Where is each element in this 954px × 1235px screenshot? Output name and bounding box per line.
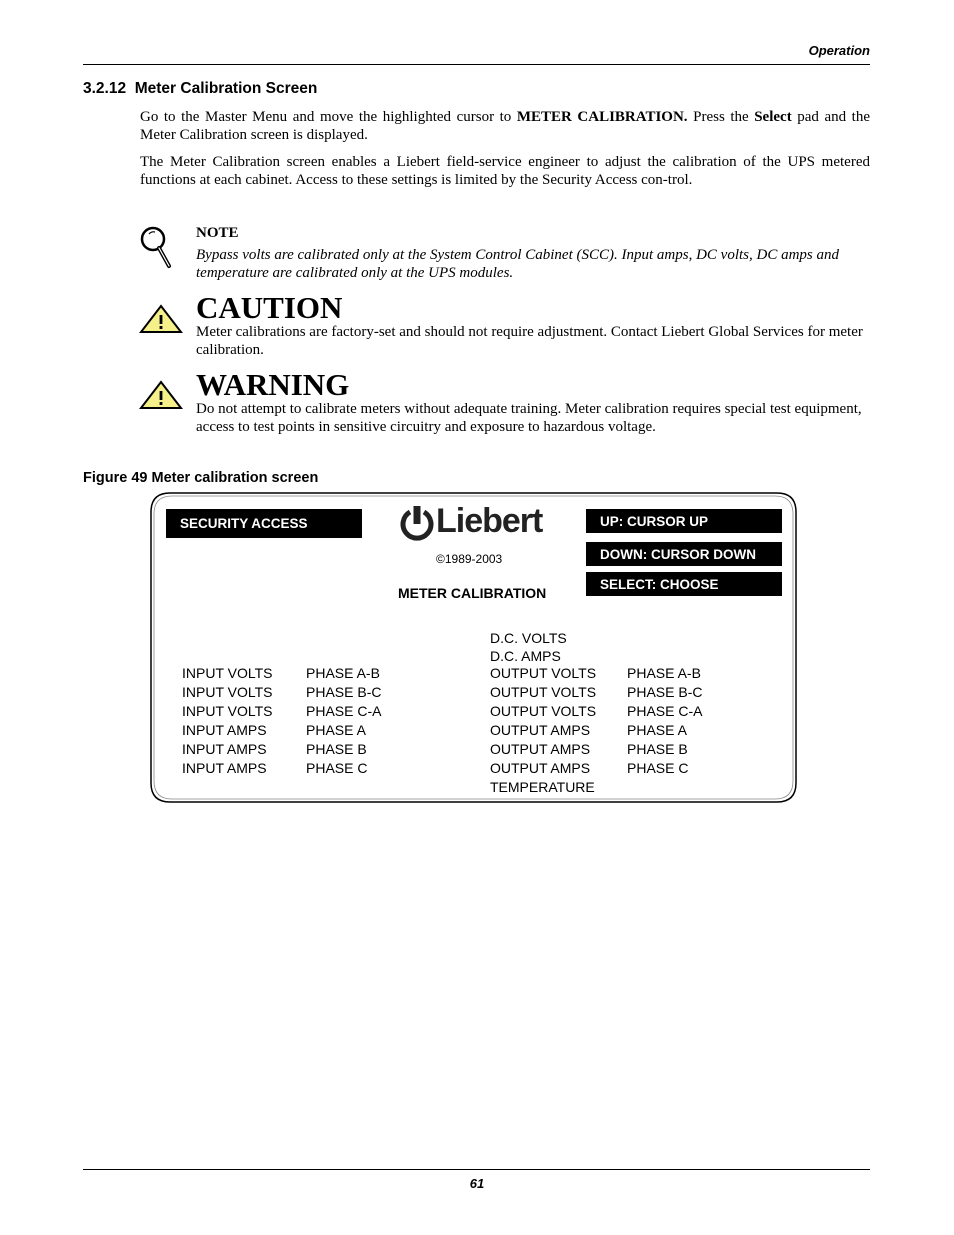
menu-item-output[interactable]: OUTPUT VOLTS bbox=[490, 665, 597, 681]
menu-item-input[interactable]: INPUT AMPS bbox=[182, 760, 267, 776]
menu-item-input[interactable]: INPUT AMPS bbox=[182, 741, 267, 757]
menu-item-input[interactable]: INPUT VOLTS bbox=[182, 665, 273, 681]
key-hint-down[interactable]: DOWN: CURSOR DOWN bbox=[586, 542, 782, 566]
note-label: NOTE bbox=[196, 225, 239, 241]
menu-item-dc-amps[interactable]: D.C. AMPS bbox=[490, 648, 561, 664]
key-hint-select[interactable]: SELECT: CHOOSE bbox=[586, 572, 782, 596]
p1-text-a: Go to the Master Menu and move the highlighted cursor to bbox=[140, 109, 517, 125]
paragraph-description: The Meter Calibration screen enables a Liebert field-service engineer to adjust the calibration of the UPS metered functions at each cabinet. Access to these settings is limited by the Security Access con-trol. bbox=[140, 154, 870, 188]
running-header: Operation bbox=[808, 43, 870, 58]
menu-item-output[interactable]: OUTPUT AMPS bbox=[490, 760, 591, 776]
caution-triangle-icon bbox=[139, 304, 183, 334]
section-number: 3.2.12 bbox=[83, 80, 127, 97]
magnifier-icon bbox=[138, 226, 174, 270]
menu-item-output[interactable]: OUTPUT AMPS bbox=[490, 722, 591, 738]
security-access-button[interactable]: SECURITY ACCESS bbox=[166, 509, 362, 538]
output-phase-label: PHASE A bbox=[627, 722, 687, 738]
input-phase-label: PHASE B-C bbox=[306, 684, 382, 700]
input-phase-list bbox=[306, 664, 381, 778]
input-name-list bbox=[182, 664, 273, 778]
section-title-text: Meter Calibration Screen bbox=[134, 80, 318, 97]
menu-item-dc-volts[interactable]: D.C. VOLTS bbox=[490, 630, 567, 646]
output-phase-label: PHASE B bbox=[627, 741, 688, 757]
menu-item-input[interactable]: INPUT VOLTS bbox=[182, 684, 273, 700]
section-title bbox=[83, 80, 317, 98]
menu-item-output[interactable]: OUTPUT VOLTS bbox=[490, 703, 597, 719]
caution-title: CAUTION bbox=[196, 290, 343, 325]
input-phase-label: PHASE C bbox=[306, 760, 368, 776]
input-phase-label: PHASE B bbox=[306, 741, 367, 757]
output-phase-label: PHASE C-A bbox=[627, 703, 703, 719]
footer-rule bbox=[83, 1169, 870, 1170]
output-phase-label: PHASE C bbox=[627, 760, 689, 776]
input-phase-label: PHASE A-B bbox=[306, 665, 380, 681]
output-name-list bbox=[490, 664, 596, 797]
warning-triangle-icon bbox=[139, 380, 183, 410]
input-phase-label: PHASE A bbox=[306, 722, 366, 738]
liebert-logo-text: Liebert bbox=[436, 502, 543, 540]
caution-text: Meter calibrations are factory-set and should not require adjustment. Contact Liebert Global Services for meter calibration. bbox=[196, 324, 863, 358]
menu-item-output[interactable]: OUTPUT VOLTS bbox=[490, 684, 597, 700]
menu-item-temperature[interactable]: TEMPERATURE bbox=[490, 779, 595, 795]
liebert-logo bbox=[400, 504, 552, 544]
p1-bold-select: Select bbox=[754, 109, 792, 125]
copyright-text: ©1989-2003 bbox=[436, 552, 503, 566]
p1-text-d: pad and the Meter Calibration screen is displayed. bbox=[140, 109, 871, 143]
input-phase-label: PHASE C-A bbox=[306, 703, 382, 719]
note-text: Bypass volts are calibrated only at the System Control Cabinet (SCC). Input amps, DC volts, DC amps and temperature are calibrated only at the UPS modules. bbox=[196, 247, 840, 281]
menu-item-input[interactable]: INPUT AMPS bbox=[182, 722, 267, 738]
menu-item-input[interactable]: INPUT VOLTS bbox=[182, 703, 273, 719]
p1-bold-meter-calibration: METER CALIBRATION. bbox=[516, 109, 688, 125]
key-hint-up[interactable]: UP: CURSOR UP bbox=[586, 509, 782, 533]
page-number: 61 bbox=[469, 1176, 485, 1191]
figure-caption: Figure 49 Meter calibration screen bbox=[83, 470, 319, 486]
menu-item-output[interactable]: OUTPUT AMPS bbox=[490, 741, 591, 757]
output-phase-label: PHASE B-C bbox=[627, 684, 703, 700]
header-rule bbox=[83, 64, 870, 65]
screen-title: METER CALIBRATION bbox=[398, 585, 547, 601]
p1-text-c: Press the bbox=[687, 109, 755, 125]
warning-title: WARNING bbox=[196, 367, 350, 402]
output-phase-list bbox=[627, 664, 702, 778]
paragraph-intro bbox=[140, 108, 870, 144]
liebert-power-icon bbox=[400, 506, 434, 542]
output-phase-label: PHASE A-B bbox=[627, 665, 701, 681]
warning-text: Do not attempt to calibrate meters without adequate training. Meter calibration requires special test equipment, access to test points in sensitive circuitry and exposure to hazardous voltage. bbox=[196, 401, 862, 435]
